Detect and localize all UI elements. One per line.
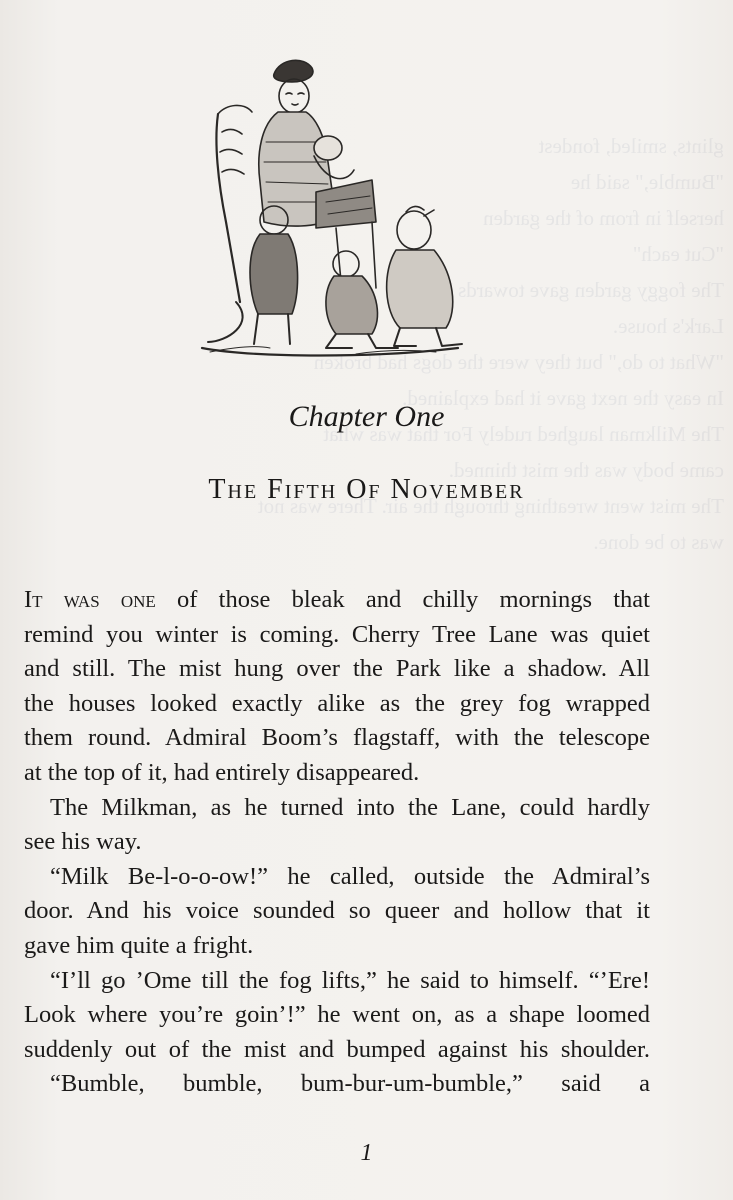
text-line: gave him quite a fright. — [24, 931, 254, 959]
text-line: and still. The mist hung over the Park like a shadow. All — [24, 655, 650, 683]
chapter-body-text — [24, 583, 650, 1102]
bleed-through-text: glints, smiled, fondest "Bumble," said he herself in from of the garden "Cut each" The foggy garden gave towards Miss Lark's house. "What to do," but they were the dogs had broken In easy the next gave it had explained. The Milkman laughed rudely For that was what came body was the mist thinned. The mist went wreathing through the air. There was not was to be done. — [257, 134, 724, 554]
text-line: the houses looked exactly alike as the grey fog wrapped — [24, 689, 650, 717]
text-line: them round. Admiral Boom’s flagstaff, with the telescope — [24, 724, 650, 752]
chapter-number: Chapter One — [288, 400, 445, 433]
text-line: Look where you’re goin’!” he went on, as a shape loomed — [24, 1001, 650, 1029]
text-line: remind you winter is coming. Cherry Tree Lane was quiet — [24, 620, 650, 648]
text-line: “Bumble, bumble, bum-bur-um-bumble,” said a — [50, 1070, 650, 1098]
chapter-title: The Fifth Of November — [208, 474, 525, 505]
text-line: door. And his voice sounded so queer and hollow that it — [24, 897, 650, 925]
text-line: see his way. — [24, 828, 142, 856]
text-line: The Milkman, as he turned into the Lane, could hardly — [50, 793, 650, 821]
text-line: “Milk Be-l-o-o-ow!” he called, outside the Admiral’s — [50, 862, 650, 890]
text-line: suddenly out of the mist and bumped against his shoulder. — [24, 1035, 650, 1063]
lead-in-smallcaps: It was one — [24, 586, 156, 613]
text-line: “I’ll go ’Ome till the fog lifts,” he said to himself. “’Ere! — [50, 966, 650, 994]
text-line: It was one of those bleak and chilly mornings that — [24, 586, 650, 613]
text-line: at the top of it, had entirely disappeared. — [24, 758, 420, 786]
page-number: 1 — [360, 1140, 373, 1166]
woman-with-children-illustration — [196, 52, 468, 362]
